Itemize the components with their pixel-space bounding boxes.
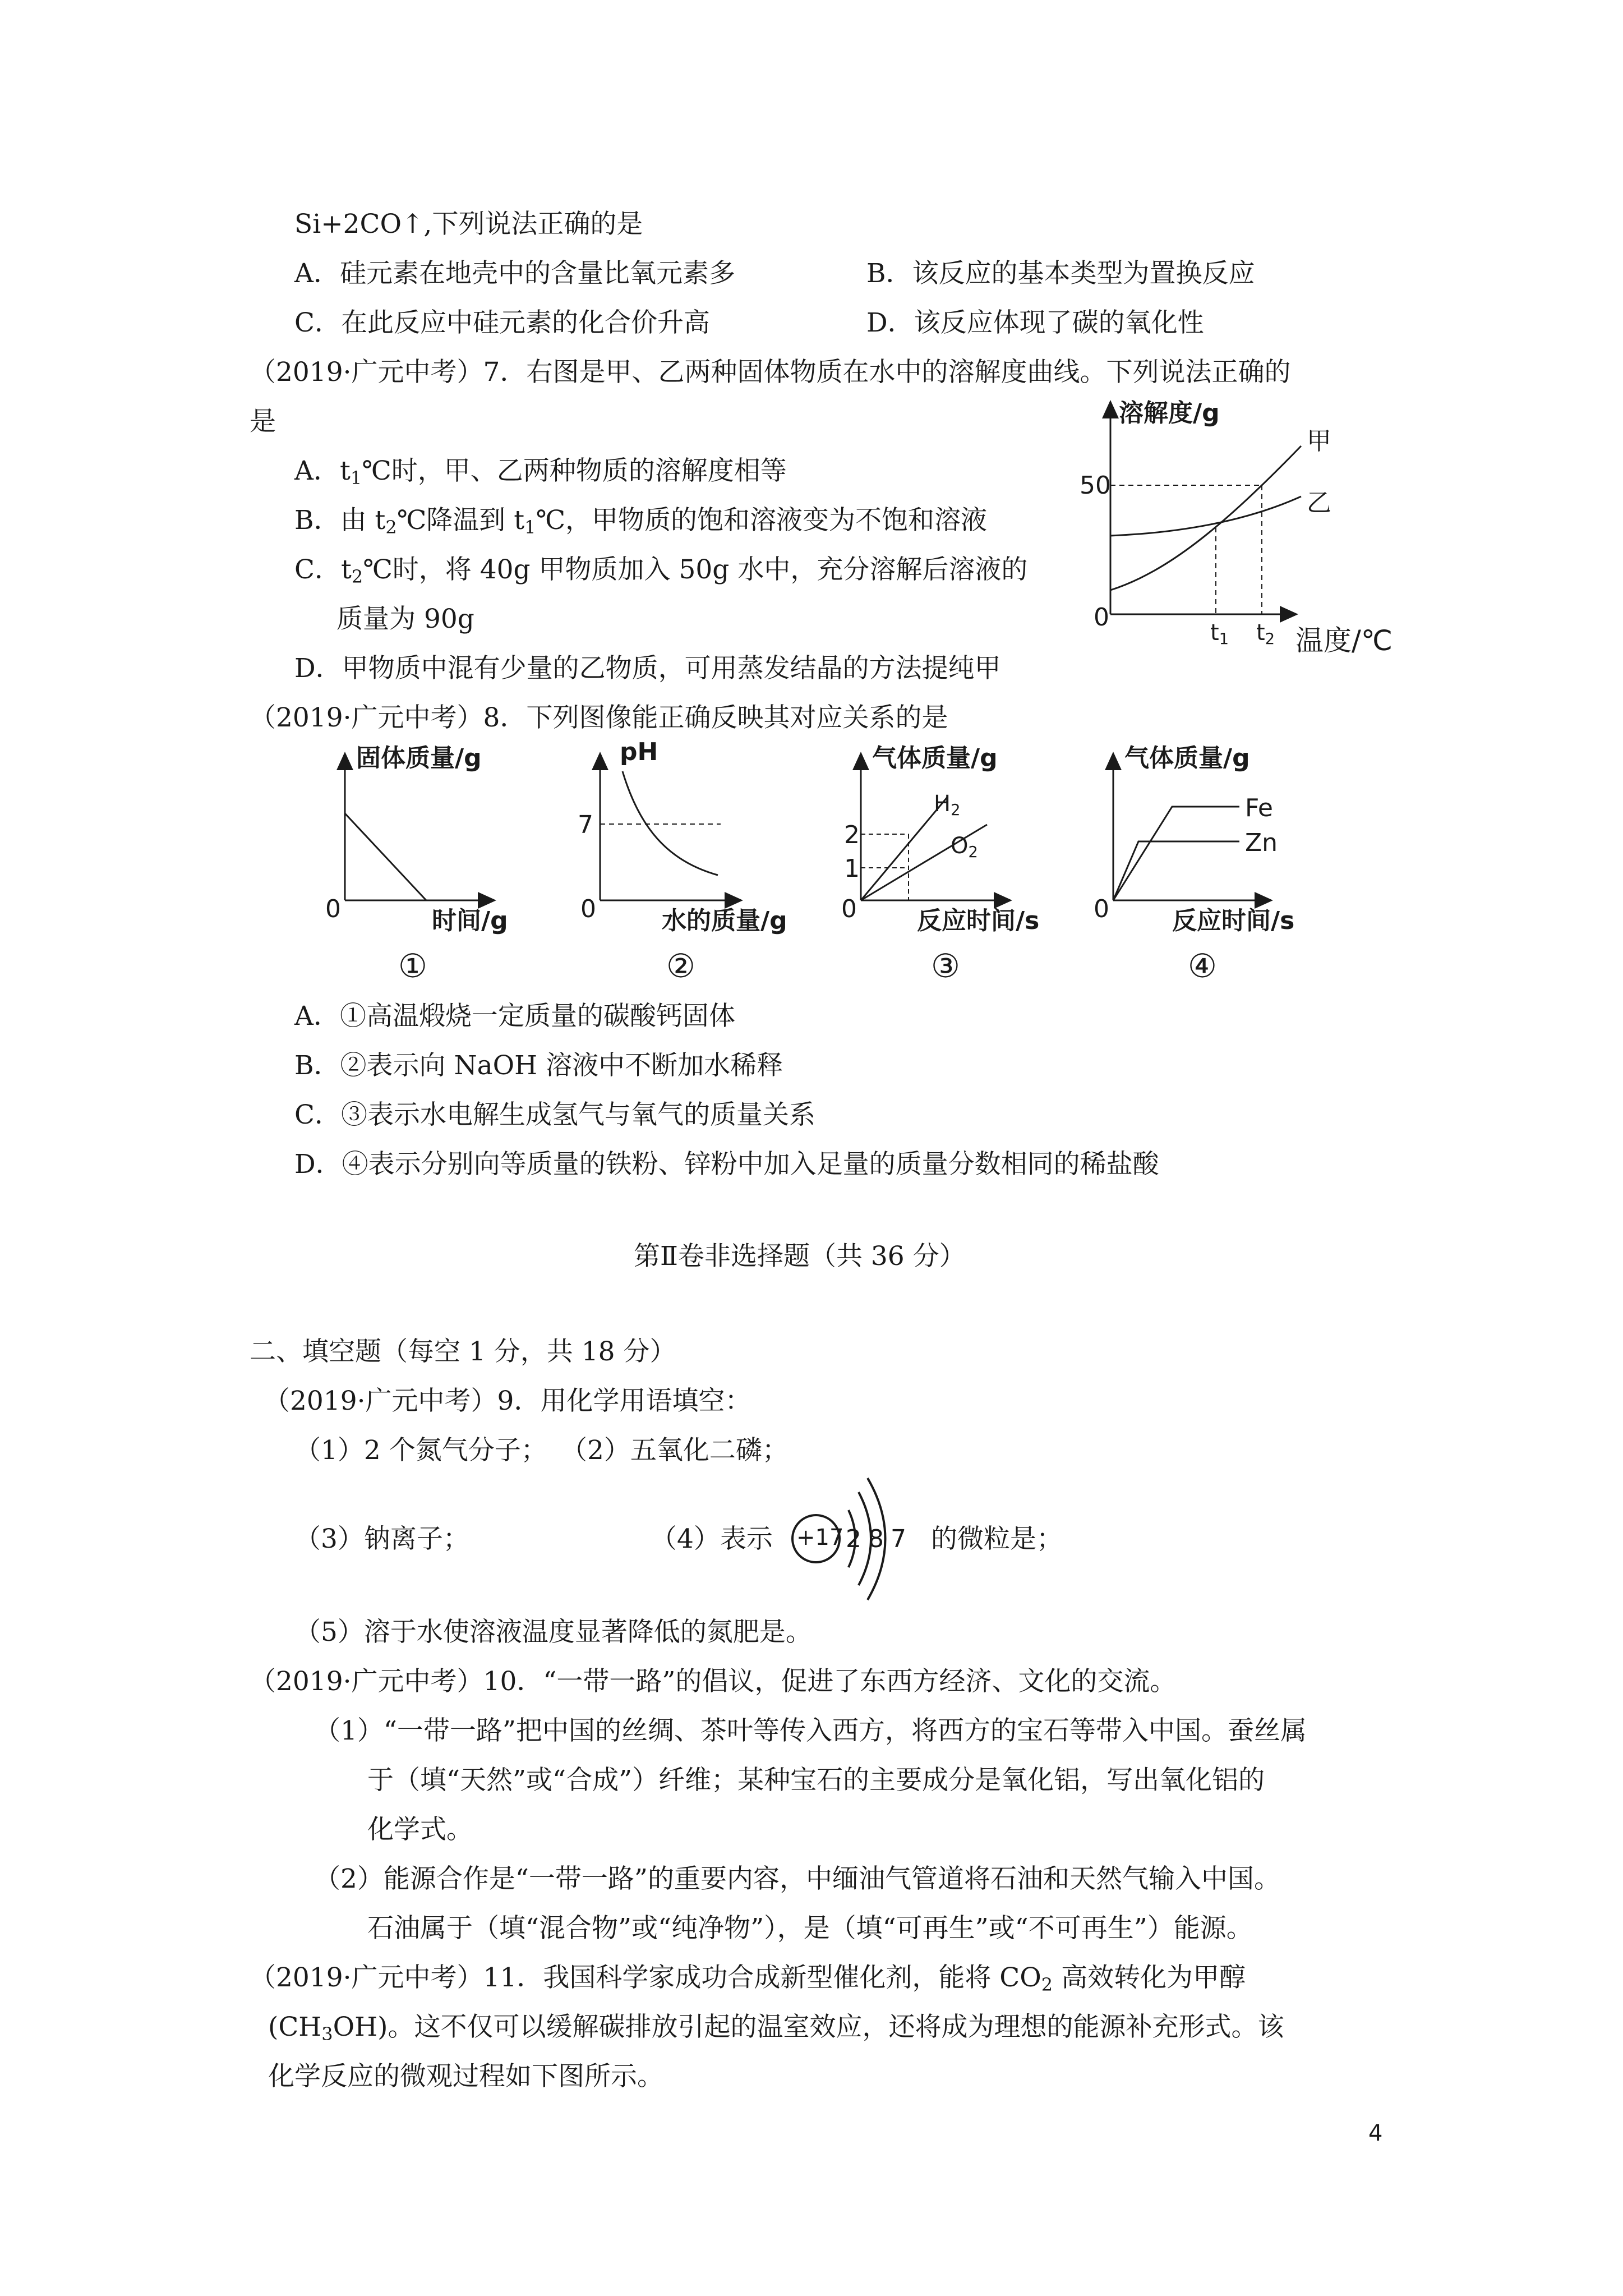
q8-option-b: B．②表示向 NaOH 溶液中不断加水稀释 [294, 1050, 783, 1081]
q11-line1: （2019·广元中考）11．我国科学家成功合成新型催化剂，能将 $CO_2$ 高效转化为甲醇 [250, 1962, 1246, 1995]
q9-part-1: （1）2 个氮气分子； [294, 1435, 547, 1466]
section-2-title: 第Ⅱ卷非选择题（共 36 分） [634, 1241, 966, 1272]
q6-option-b: B．该反应的基本类型为置换反应 [866, 258, 1255, 289]
q8-g3-x-label: 反应时间/s [917, 907, 1040, 935]
q8-g3-tick-1: 1 [844, 854, 860, 883]
q8-g2-y-label: pH [620, 738, 658, 766]
q6-option-a: A．硅元素在地壳中的含量比氧元素多 [294, 258, 735, 289]
q7-option-b: B．由 $t_2℃$降温到 $t_1℃$，甲物质的饱和溶液变为不饱和溶液 [294, 505, 988, 538]
q8-g1-line [345, 813, 426, 900]
q8-g4-label-fe: Fe [1245, 794, 1273, 822]
q7-stem-line1: （2019·广元中考）7．右图是甲、乙两种固体物质在水中的溶解度曲线。下列说法正确的 [250, 357, 1291, 388]
q8-graph-2-canvas [566, 738, 802, 928]
q7-tick-t1: $t_1$ [1210, 620, 1229, 648]
nucleus-charge: +17 [796, 1525, 844, 1550]
q6-option-c: C．在此反应中硅元素的化合价升高 [294, 307, 710, 338]
q8-caption-3: ③ [931, 947, 960, 985]
q7-solubility-graph [1066, 393, 1413, 656]
q8-g4-x-label: 反应时间/s [1172, 907, 1295, 935]
q8-g4-y-label: 气体质量/g [1124, 744, 1250, 772]
q8-g2-x-label: 水的质量/g [662, 907, 787, 935]
q8-g2-tick-7: 7 [578, 811, 593, 839]
q10-part-2-line2: 石油属于（填“混合物”或“纯净物”），是（填“可再生”或“不可再生”）能源。 [367, 1913, 1253, 1944]
q8-g4-label-zn: Zn [1245, 829, 1278, 857]
q7-origin: 0 [1094, 603, 1109, 632]
fill-in-section-title: 二、填空题（每空 1 分，共 18 分） [250, 1336, 676, 1367]
q10-part-1-line1: （1）“一带一路”把中国的丝绸、茶叶等传入西方，将西方的宝石等带入中国。蚕丝属 [314, 1715, 1307, 1746]
q8-g3-label-h2: $H_2$ [934, 791, 961, 819]
q8-graph-4 [1080, 738, 1332, 935]
q8-g2-curve [623, 771, 718, 875]
q11-line2: $(CH_3OH)$。这不仅可以缓解碳排放引起的温室效应，还将成为理想的能源补充形式。该 [268, 2012, 1284, 2045]
q8-g4-line-fe [1113, 807, 1239, 900]
q7-option-d: D．甲物质中混有少量的乙物质，可用蒸发结晶的方法提纯甲 [294, 653, 1001, 684]
q9-part-5: （5）溶于水使溶液温度显著降低的氮肥是。 [294, 1617, 812, 1648]
q8-g3-origin: 0 [841, 895, 857, 923]
q8-stem: （2019·广元中考）8．下列图像能正确反映其对应关系的是 [250, 702, 948, 733]
q10-part-1-line3: 化学式。 [367, 1814, 473, 1845]
q7-tick-50: 50 [1080, 471, 1111, 500]
page-number: 4 [1368, 2120, 1383, 2146]
q9-part-4-suffix: 的微粒是； [931, 1524, 1063, 1554]
q7-y-label: 溶解度/g [1119, 399, 1220, 427]
q8-g3-y-label: 气体质量/g [872, 744, 998, 772]
q8-g1-origin: 0 [325, 895, 341, 923]
q11-line3: 化学反应的微观过程如下图所示。 [268, 2061, 663, 2092]
q8-caption-2: ② [666, 947, 695, 985]
q10-stem: （2019·广元中考）10．“一带一路”的倡议，促进了东西方经济、文化的交流。 [250, 1666, 1177, 1697]
q8-graph-1 [314, 738, 550, 935]
q8-option-c: C．③表示水电解生成氢气与氧气的质量关系 [294, 1099, 815, 1130]
q8-g2-origin: 0 [580, 895, 596, 923]
q10-part-1-line2: 于（填“天然”或“合成”）纤维；某种宝石的主要成分是氧化铝，写出氧化铝的 [367, 1765, 1265, 1796]
q8-g3-tick-2: 2 [844, 821, 860, 849]
q8-graph-2 [566, 738, 802, 935]
q9-part-2: （2）五氧化二磷； [561, 1435, 789, 1466]
q9-stem: （2019·广元中考）9．用化学用语填空： [264, 1386, 751, 1416]
q7-label-yi: 乙 [1307, 489, 1331, 517]
q8-caption-1: ① [398, 947, 427, 985]
electron-counts: 2 8 7 [846, 1525, 906, 1553]
q8-caption-4: ④ [1188, 947, 1217, 985]
q8-g4-origin: 0 [1094, 895, 1109, 923]
q7-curve-yi [1110, 496, 1301, 536]
q6-option-d: D．该反应体现了碳的氧化性 [866, 307, 1204, 338]
q7-curve-jia [1110, 446, 1301, 590]
q7-option-c-line2: 质量为 90g [336, 604, 474, 634]
q7-graph-canvas [1066, 393, 1413, 656]
q7-label-jia: 甲 [1307, 427, 1331, 455]
q7-stem-line2: 是 [250, 406, 276, 437]
q8-g3-label-o2: $O_2$ [951, 833, 978, 861]
q9-part-3: （3）钠离子； [294, 1524, 469, 1554]
q8-graph-3 [819, 738, 1071, 935]
q7-x-label: 温度/℃ [1295, 624, 1393, 657]
q8-option-a: A．①高温煅烧一定质量的碳酸钙固体 [294, 1001, 735, 1032]
q7-option-c: C．$t_2℃$时，将 40g 甲物质加入 50g 水中，充分溶解后溶液的 [294, 554, 1028, 587]
q8-g1-x-label: 时间/g [432, 907, 508, 935]
q8-g1-y-label: 固体质量/g [356, 744, 482, 772]
q10-part-2-line1: （2）能源合作是“一带一路”的重要内容，中缅油气管道将石油和天然气输入中国。 [314, 1864, 1280, 1894]
q6-stem-tail: Si+2CO↑,下列说法正确的是 [294, 209, 643, 240]
q7-tick-t2: $t_2$ [1256, 620, 1275, 648]
q9-part-4-prefix: （4）表示 [651, 1524, 773, 1554]
q7-option-a: A．$t_1℃$时，甲、乙两种物质的溶解度相等 [294, 455, 787, 489]
chlorine-atom-structure-diagram [788, 1475, 923, 1604]
q8-option-d: D．④表示分别向等质量的铁粉、锌粉中加入足量的质量分数相同的稀盐酸 [294, 1149, 1159, 1180]
